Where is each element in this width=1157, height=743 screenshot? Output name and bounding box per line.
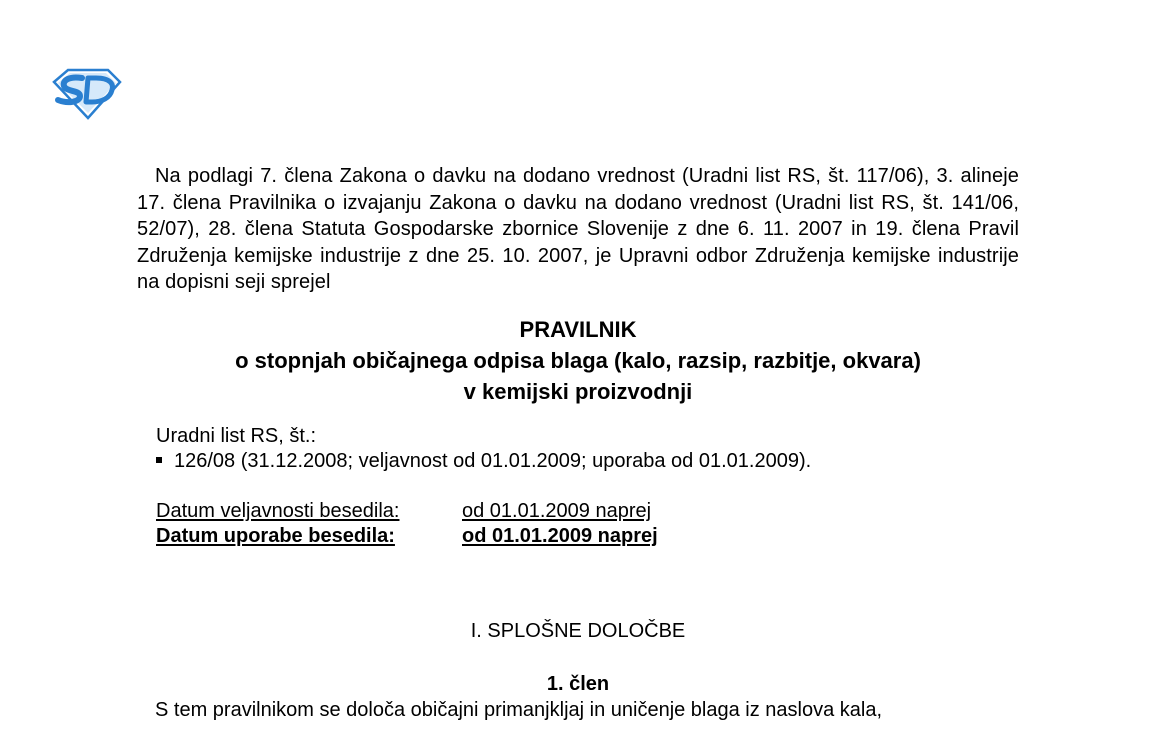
validity-date-label: Datum veljavnosti besedila: bbox=[156, 499, 400, 522]
document-page bbox=[137, 163, 1019, 723]
use-date-row bbox=[156, 524, 1019, 549]
title-line-2: o stopnjah običajnega odpisa blaga (kalo, razsip, razbitje, okvara) bbox=[235, 347, 921, 373]
article-heading: 1. člen bbox=[546, 672, 610, 695]
gazette-label: Uradni list RS, št.: bbox=[156, 424, 317, 447]
validity-date-row bbox=[156, 499, 1019, 524]
official-gazette-block bbox=[137, 424, 1019, 474]
bullet-icon bbox=[156, 457, 162, 463]
section-heading: I. SPLOŠNE DOLOČBE bbox=[470, 619, 686, 642]
use-date-label: Datum uporabe besedila: bbox=[156, 524, 395, 547]
article-text: S tem pravilnikom se določa običajni primanjkljaj in uničenje blaga iz naslova kala, bbox=[155, 698, 883, 721]
intro-paragraph: Na podlagi 7. člena Zakona o davku na dodano vrednost (Uradni list RS, št. 117/06), 3. alineje 17. člena Pravilnika o izvajanju Zakona o davku na dodano vrednost (Uradni list RS, št. 141/06, 52/07), 28. člena Statuta Gospodarske zbornice Slovenije z dne 6. 11. 2007 in 19. člena Pravil Združenja kemijske industrije z dne 25. 10. 2007, je Upravni odbor Združenja kemijske industrije na dopisni seji sprejel bbox=[137, 165, 1019, 293]
title-line-1: PRAVILNIK bbox=[519, 316, 637, 342]
validity-date-value: od 01.01.2009 naprej bbox=[462, 499, 652, 522]
title-line-3: v kemijski proizvodnji bbox=[463, 378, 693, 404]
sd-diamond-logo-icon bbox=[50, 68, 122, 120]
gazette-entry bbox=[156, 449, 1019, 474]
regulation-title bbox=[137, 314, 1019, 407]
use-date-value: od 01.01.2009 naprej bbox=[462, 524, 658, 547]
gazette-entry-text: 126/08 (31.12.2008; veljavnost od 01.01.2009; uporaba od 01.01.2009). bbox=[174, 449, 812, 472]
dates-block bbox=[137, 499, 1019, 549]
